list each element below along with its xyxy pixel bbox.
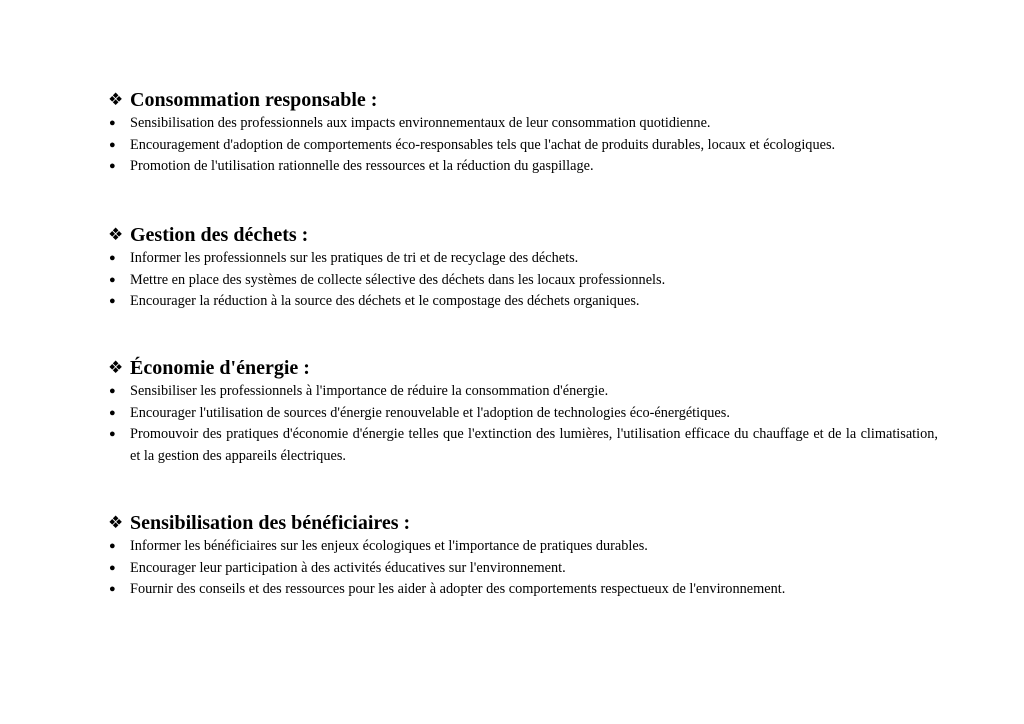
bullet-icon: ● [109, 428, 116, 440]
bullet-icon: ● [109, 295, 116, 307]
bullet-icon: ● [109, 540, 116, 552]
bullet-icon: ● [109, 561, 116, 574]
list-item: ● Mettre en place des systèmes de collecte sélective des déchets dans les locaux professionnels. [108, 270, 938, 292]
list-item: ● Encouragement d'adoption de comportements éco-responsables tels que l'achat de produits durables, locaux et écologiques. [108, 135, 938, 157]
bullet-icon: ● [109, 138, 116, 151]
bullet-icon: ● [109, 273, 116, 286]
bullet-list [108, 381, 938, 467]
list-item: ● Promouvoir des pratiques d'économie d'énergie telles que l'extinction des lumières, l'utilisation efficace du chauffage et de la climatisation, et la gestion des appareils électriques. [109, 426, 938, 464]
bullet-icon: ● [109, 385, 116, 397]
bullet-icon: ● [109, 252, 116, 264]
bullet-list [108, 248, 938, 313]
list-item: ● Encourager leur participation à des activités éducatives sur l'environnement. [108, 558, 938, 580]
section-heading [108, 222, 938, 248]
diamond-star-icon: ❖ [108, 513, 124, 532]
section-consommation-responsable [108, 87, 938, 178]
list-item: ● Encourager la réduction à la source des déchets et le compostage des déchets organiques. [108, 291, 938, 313]
section-heading [108, 355, 938, 381]
bullet-list [108, 113, 938, 178]
section-sensibilisation-beneficiaires [108, 510, 938, 601]
list-item: ● Sensibiliser les professionnels à l'importance de réduire la consommation d'énergie. [108, 381, 938, 403]
section-title: Sensibilisation des bénéficiaires : [130, 512, 411, 534]
section-title: Économie d'énergie : [130, 357, 310, 379]
list-item: ● Promotion de l'utilisation rationnelle des ressources et la réduction du gaspillage. [108, 156, 938, 178]
diamond-star-icon: ❖ [108, 225, 124, 244]
section-economie-energie [108, 355, 938, 467]
bullet-icon: ● [109, 160, 116, 172]
section-gestion-des-dechets [108, 222, 938, 313]
bullet-icon: ● [109, 583, 116, 595]
bullet-list [108, 536, 938, 601]
section-title: Gestion des déchets : [130, 224, 309, 246]
bullet-icon: ● [109, 117, 116, 129]
list-item: ● Informer les professionnels sur les pratiques de tri et de recyclage des déchets. [108, 248, 938, 270]
list-item: ● Informer les bénéficiaires sur les enjeux écologiques et l'importance de pratiques durables. [108, 536, 938, 558]
list-item: ● Sensibilisation des professionnels aux impacts environnementaux de leur consommation quotidienne. [108, 113, 938, 135]
section-title: Consommation responsable : [130, 89, 378, 111]
bullet-icon: ● [109, 406, 116, 419]
diamond-star-icon: ❖ [108, 358, 124, 377]
section-heading [108, 510, 938, 536]
list-item: ● Fournir des conseils et des ressources pour les aider à adopter des comportements respectueux de l'environnement. [108, 579, 938, 601]
section-heading [108, 87, 938, 113]
list-item: ● Encourager l'utilisation de sources d'énergie renouvelable et l'adoption de technologies éco-énergétiques. [108, 403, 938, 425]
diamond-star-icon: ❖ [108, 90, 124, 109]
